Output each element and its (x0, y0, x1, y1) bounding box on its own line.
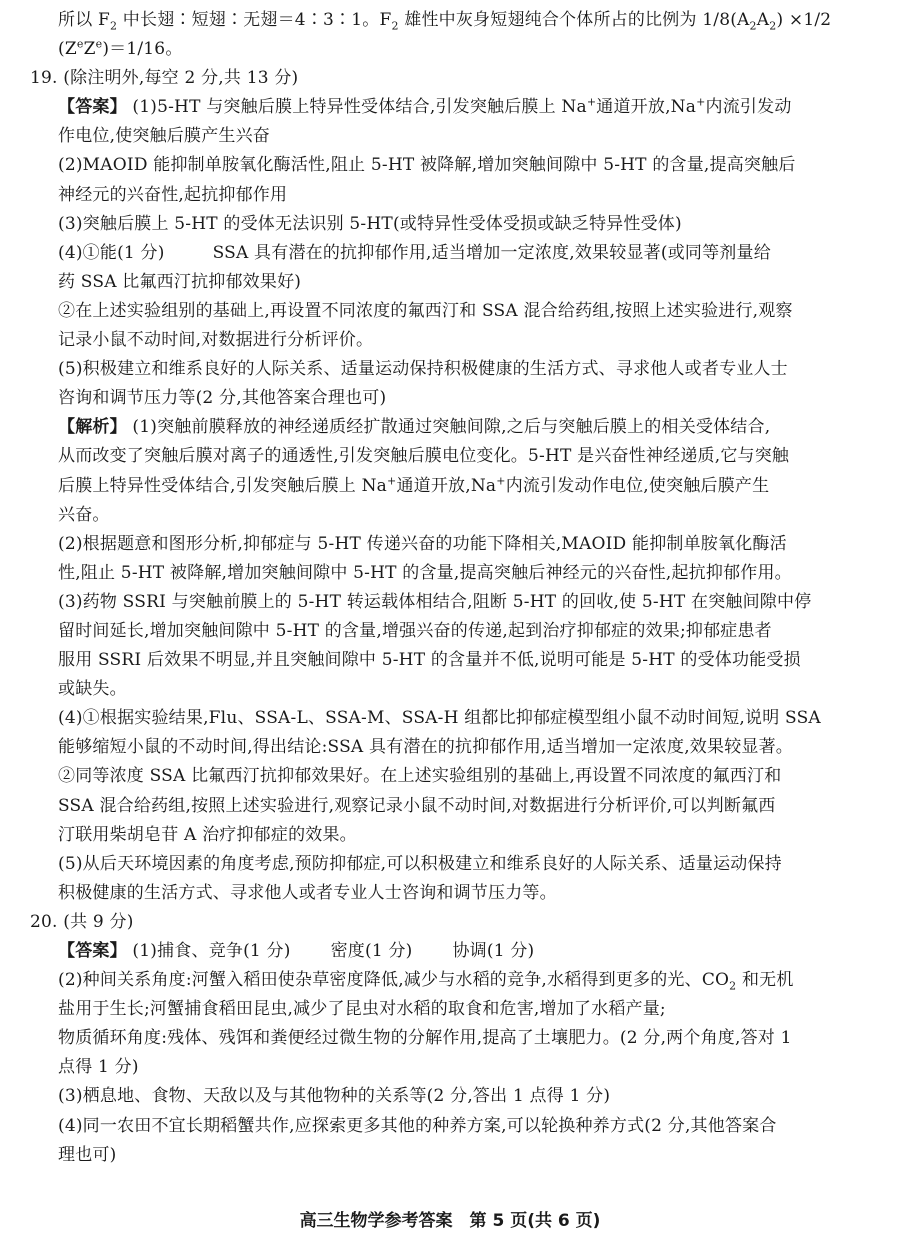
text-line: 或缺失。 (58, 679, 127, 700)
text-line: (2)种间关系角度:河蟹入稻田使杂草密度降低,减少与水稻的竞争,水稻得到更多的光、$CO_2$ 和无机 (58, 970, 794, 993)
text-line: (3)药物 SSRI 与突触前膜上的 5-HT 转运载体相结合,阻断 5-HT 的回收,使 5-HT 在突触间隙中停 (58, 591, 812, 612)
text-line: (2)根据题意和图形分析,抑郁症与 5-HT 传递兴奋的功能下降相关,MAOID 能抑制单胺氧化酶活 (58, 533, 787, 554)
question-20-header: 20. (共 9 分) (30, 911, 134, 932)
text-line: 盐用于生长;河蟹捕食稻田昆虫,减少了昆虫对水稻的取食和危害,增加了水稻产量; (58, 999, 666, 1020)
text-line: 能够缩短小鼠的不动时间,得出结论:SSA 具有潜在的抗抑郁作用,适当增加一定浓度,效果较显著。 (58, 737, 794, 758)
page-footer: 高三生物学参考答案 第 5 页(共 6 页) (299, 1211, 601, 1231)
text-line: 【答案】 (1)5-HT 与突触后膜上特异性受体结合,引发突触后膜上 Na+通道开放,Na+内流引发动 (58, 95, 792, 118)
text-line: (5)积极建立和维系良好的人际关系、适量运动保持积极健康的生活方式、寻求他人或者专业人士 (58, 359, 788, 380)
text-line: 汀联用柴胡皂苷 A 治疗抑郁症的效果。 (58, 824, 357, 845)
text-line: 神经元的兴奋性,起抗抑郁作用 (58, 184, 288, 205)
text-line: 兴奋。 (58, 504, 110, 525)
text-line: 【解析】 (1)突触前膜释放的神经递质经扩散通过突触间隙,之后与突触后膜上的相关受体结合, (58, 417, 771, 438)
text-line: (4)①根据实验结果,Flu、SSA-L、SSA-M、SSA-H 组都比抑郁症模型组小鼠不动时间短,说明 SSA (58, 708, 821, 729)
answer-tag: 【答案】 (58, 97, 127, 118)
text-line: ②同等浓度 SSA 比氟西汀抗抑郁效果好。在上述实验组别的基础上,再设置不同浓度的氟西汀和 (58, 766, 782, 787)
text-line: (4)①能(1 分) SSA 具有潜在的抗抑郁作用,适当增加一定浓度,效果较显著(或同等剂量给 (58, 242, 771, 263)
text-line: 物质循环角度:残体、残饵和粪便经过微生物的分解作用,提高了土壤肥力。(2 分,两个角度,答对 1 (58, 1028, 792, 1049)
text-line: 从而改变了突触后膜对离子的通透性,引发突触后膜电位变化。5-HT 是兴奋性神经递质,它与突触 (58, 446, 790, 467)
text-line: $(Z^eZ^e)=1/16$。 (58, 37, 183, 60)
text-line: 【答案】 (1)捕食、竞争(1 分) 密度(1 分) 协调(1 分) (58, 941, 535, 961)
text-line: 服用 SSRI 后效果不明显,并且突触间隙中 5-HT 的含量并不低,说明可能是 5-HT 的受体功能受损 (58, 650, 801, 671)
text-line: SSA 混合给药组,按照上述实验进行,观察记录小鼠不动时间,对数据进行分析评价,可以判断氟西 (58, 795, 776, 816)
text-line: 药 SSA 比氟西汀抗抑郁效果好) (58, 271, 302, 292)
text-line: 理也可) (58, 1144, 117, 1165)
analysis-tag: 【解析】 (58, 417, 127, 438)
answer-page (30, 6, 892, 1170)
text-line: 点得 1 分) (58, 1057, 139, 1078)
text-line: (4)同一农田不宜长期稻蟹共作,应探索更多其他的种养方案,可以轮换种养方式(2 分,其他答案合 (58, 1115, 777, 1136)
text-line: 所以 $F_2$ 中长翅∶短翅∶无翅＝4∶3∶1。$F_2$ 雄性中灰身短翅纯合个体所占的比例为 $1/8(A_2A_2) \times 1/2$ (58, 10, 832, 33)
text-line: 咨询和调节压力等(2 分,其他答案合理也可) (58, 388, 387, 409)
text-line: (3)栖息地、食物、天敌以及与其他物种的关系等(2 分,答出 1 点得 1 分) (58, 1086, 611, 1107)
text-line: (3)突触后膜上 5-HT 的受体无法识别 5-HT(或特异性受体受损或缺乏特异性受体) (58, 213, 682, 234)
text-line: 后膜上特异性受体结合,引发突触后膜上 Na+通道开放,Na+内流引发动作电位,使突触后膜产生 (58, 473, 770, 496)
answer-tag: 【答案】 (58, 941, 127, 961)
text-line: (2)MAOID 能抑制单胺氧化酶活性,阻止 5-HT 被降解,增加突触间隙中 5-HT 的含量,提高突触后 (58, 155, 796, 176)
text-line: (5)从后天环境因素的角度考虑,预防抑郁症,可以积极建立和维系良好的人际关系、适量运动保持 (58, 853, 782, 874)
text-line: 性,阻止 5-HT 被降解,增加突触间隙中 5-HT 的含量,提高突触后神经元的兴奋性,起抗抑郁作用。 (58, 562, 792, 583)
text-line: 积极健康的生活方式、寻求他人或者专业人士咨询和调节压力等。 (58, 882, 557, 903)
text-line: ②在上述实验组别的基础上,再设置不同浓度的氟西汀和 SSA 混合给药组,按照上述实验进行,观察 (58, 300, 793, 321)
question-19-header: 19. (除注明外,每空 2 分,共 13 分) (30, 68, 299, 89)
text-line: 记录小鼠不动时间,对数据进行分析评价。 (58, 330, 374, 351)
text-line: 作电位,使突触后膜产生兴奋 (58, 126, 271, 147)
text-line: 留时间延长,增加突触间隙中 5-HT 的含量,增强兴奋的传递,起到治疗抑郁症的效果;抑郁症患者 (58, 620, 772, 641)
